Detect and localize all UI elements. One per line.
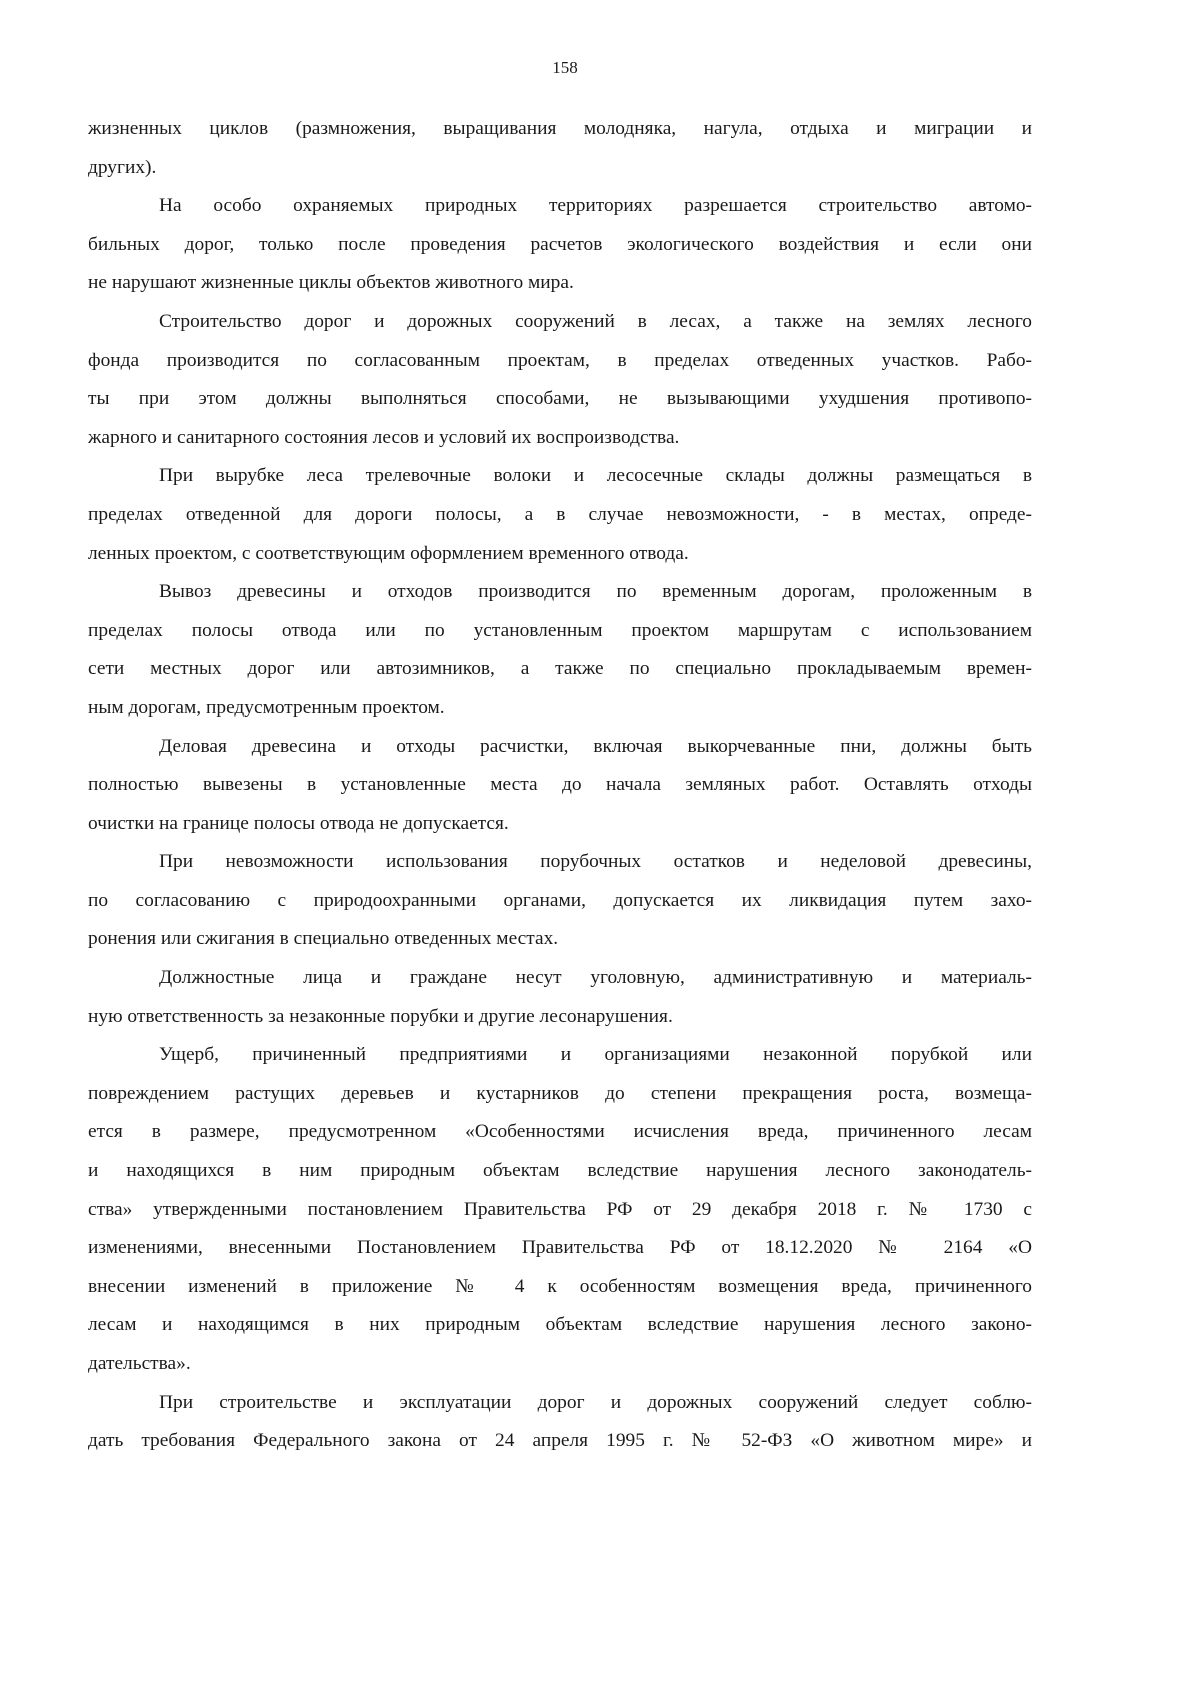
text-line: Должностные лица и граждане несут уголовную, административную и материаль- <box>159 967 1032 989</box>
text-line: лесам и находящимся в них природным объектам вследствие нарушения лесного законо- <box>88 1314 1032 1336</box>
text-line: не нарушают жизненные циклы объектов животного мира. <box>88 272 574 294</box>
text-line: сети местных дорог или автозимников, а также по специально прокладываемым времен- <box>88 658 1032 680</box>
paragraph <box>88 843 1032 959</box>
text-line: ную ответственность за незаконные порубки и другие лесонарушения. <box>88 1005 673 1027</box>
text-line: бильных дорог, только после проведения расчетов экологического воздействия и если они <box>88 233 1032 255</box>
text-line: При строительстве и эксплуатации дорог и дорожных сооружений следует соблю- <box>159 1391 1032 1413</box>
text-line: ронения или сжигания в специально отведенных местах. <box>88 928 559 950</box>
text-line: повреждением растущих деревьев и кустарников до степени прекращения роста, возмеща- <box>88 1082 1032 1104</box>
text-line: жизненных циклов (размножения, выращивания молодняка, нагула, отдыха и миграции и <box>88 118 1032 139</box>
paragraph <box>88 959 1032 1036</box>
paragraph <box>88 187 1032 303</box>
text-line: дать требования Федерального закона от 24 апреля 1995 г. № 52-ФЗ «О животном мире» и <box>88 1430 1032 1452</box>
text-line: При вырубке леса трелевочные волоки и лесосечные склады должны размещаться в <box>159 465 1032 487</box>
paragraph <box>88 1384 1032 1461</box>
paragraph <box>88 110 1032 187</box>
text-line: При невозможности использования порубочных остатков и неделовой древесины, <box>159 851 1032 873</box>
text-line: жарного и санитарного состояния лесов и условий их воспроизводства. <box>88 426 680 448</box>
paragraph <box>88 457 1032 573</box>
text-line: ства» утвержденными постановлением Правительства РФ от 29 декабря 2018 г. № 1730 с <box>88 1198 1032 1220</box>
text-line: ленных проектом, с соответствующим оформлением временного отвода. <box>88 542 689 564</box>
text-line: и находящихся в ним природным объектам вследствие нарушения лесного законодатель- <box>88 1160 1032 1182</box>
text-line: Вывоз древесины и отходов производится по временным дорогам, проложенным в <box>159 581 1032 603</box>
paragraph <box>88 573 1032 727</box>
paragraph <box>88 728 1032 844</box>
text-line: других). <box>88 156 157 178</box>
text-line: пределах полосы отвода или по установленным проектом маршрутам с использованием <box>88 619 1032 641</box>
text-line: по согласованию с природоохранными органами, допускается их ликвидация путем захо- <box>88 889 1032 911</box>
text-line: внесении изменений в приложение № 4 к особенностям возмещения вреда, причиненного <box>88 1275 1032 1297</box>
text-line: ется в размере, предусмотренном «Особенностями исчисления вреда, причиненного лесам <box>88 1121 1032 1143</box>
text-line: изменениями, внесенными Постановлением Правительства РФ от 18.12.2020 № 2164 «О <box>88 1237 1032 1259</box>
text-line: полностью вывезены в установленные места до начала земляных работ. Оставлять отходы <box>88 774 1032 796</box>
text-line: очистки на границе полосы отвода не допускается. <box>88 812 509 834</box>
text-line: ным дорогам, предусмотренным проектом. <box>88 696 445 718</box>
paragraph <box>88 303 1032 457</box>
text-line: пределах отведенной для дороги полосы, а в случае невозможности, - в местах, опреде- <box>88 503 1032 525</box>
paragraph <box>88 1036 1032 1383</box>
text-line: Строительство дорог и дорожных сооружений в лесах, а также на землях лесного <box>159 310 1032 332</box>
text-line: ты при этом должны выполняться способами, не вызывающими ухудшения противопо- <box>88 388 1032 410</box>
text-line: Ущерб, причиненный предприятиями и организациями незаконной порубкой или <box>159 1044 1032 1066</box>
text-line: дательства». <box>88 1353 191 1374</box>
document-body <box>88 110 1032 1461</box>
text-line: фонда производится по согласованным проектам, в пределах отведенных участков. Рабо- <box>88 349 1032 371</box>
text-line: На особо охраняемых природных территориях разрешается строительство автомо- <box>159 195 1032 217</box>
text-line: Деловая древесина и отходы расчистки, включая выкорчеванные пни, должны быть <box>159 735 1032 757</box>
page-number: 158 <box>552 58 578 77</box>
